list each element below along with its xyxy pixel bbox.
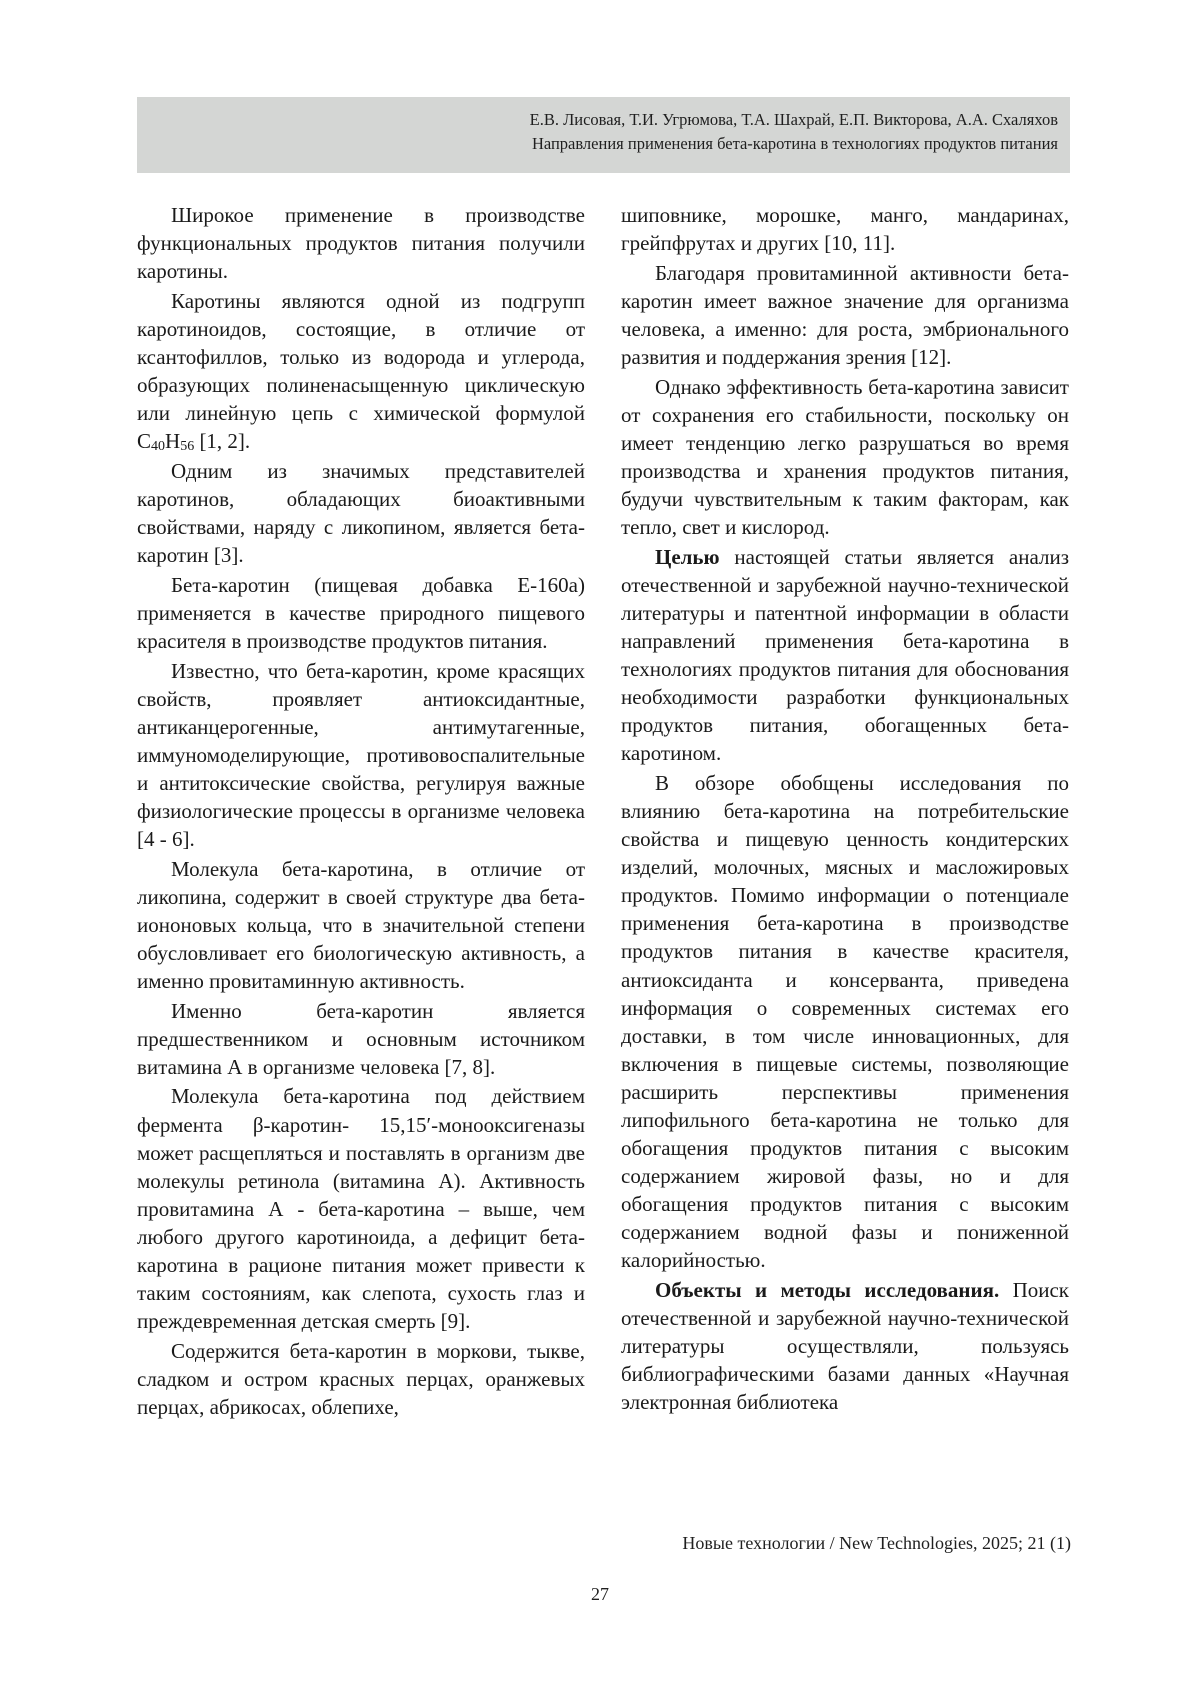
paragraph: Молекула бета-каротина под действием фермента β-каротин- 15,15′-монооксигеназы может расщепляться и поставлять в организм две молекулы ретинола (витамина А). Активность провитамина А - бета-каротина – выше, чем любого другого каротиноида, а дефицит бета-каротина в рационе питания может привести к таким состояниям, как слепота, сухость глаз и преждевременная детская смерть [9]. xyxy=(137,1084,585,1334)
paragraph: Однако эффективность бета-каротина зависит от сохранения его стабильности, поскольку он имеет тенденцию легко разрушаться во время производства и хранения продуктов питания, будучи чувствительным к таким факторам, как тепло, свет и кислород. xyxy=(621,374,1069,540)
header-article-title: Направления применения бета-каротина в технологиях продуктов питания xyxy=(531,134,1058,153)
subscript-carbon: 40 xyxy=(151,439,166,455)
left-text-column xyxy=(137,201,585,1423)
paragraph: Благодаря провитаминной активности бета-каротин имеет важное значение для организма человека, а именно: для роста, эмбрионального развития и поддержания зрения [12]. xyxy=(621,260,1069,369)
paragraph: Широкое применение в производстве функциональных продуктов питания получили каротины. xyxy=(137,203,585,284)
paragraph-methods xyxy=(621,1276,1069,1416)
section-heading-methods: Объекты и методы исследования. xyxy=(655,1278,1000,1303)
paragraph: Бета-каротин (пищевая добавка Е-160а) применяется в качестве природного пищевого красителя в производстве продуктов питания. xyxy=(137,572,585,653)
aim-label: Целью xyxy=(655,544,720,569)
paragraph: Известно, что бета-каротин, кроме красящих свойств, проявляет антиоксидантные, антиканцерогенные, антимутагенные, иммуномоделирующие, противовоспалительные и антитоксические свойства, регулируя важные физиологические процессы в организме человека [4 - 6]. xyxy=(137,658,585,852)
paragraph-aim xyxy=(621,543,1069,768)
citation: [1, 2]. xyxy=(194,429,251,454)
paragraph: В обзоре обобщены исследования по влиянию бета-каротина на потребительские свойства и пищевую ценность кондитерских изделий, молочных, мясных и масложировых продуктов. Помимо информации о потенциале применения бета-каротина в производстве продуктов питания в качестве красителя, антиоксиданта и консерванта, приведена информация о современных системах его доставки, в том числе инновационных, для включения в пищевые системы, позволяющие расширить перспективы применения липофильного бета-каротина не только для обогащения продуктов питания с высоким содержанием жировой фазы, но и для обогащения продуктов питания с высоким содержанием водной фазы и пониженной калорийностью. xyxy=(621,770,1069,1273)
paragraph-continuation: шиповнике, морошке, манго, мандаринах, грейпфрутах и других [10, 11]. xyxy=(621,203,1069,256)
subscript-hydrogen: 56 xyxy=(180,439,195,455)
header-authors: Е.В. Лисовая, Т.И. Угрюмова, Т.А. Шахрай, Е.П. Викторова, А.А. Схаляхов xyxy=(529,110,1058,129)
page-number: 27 xyxy=(591,1584,609,1604)
formula-hydrogen: H xyxy=(165,429,181,454)
right-text-column xyxy=(621,201,1069,1418)
paragraph-text: Каротины являются одной из подгрупп каротиноидов, состоящие, в отличие от ксантофиллов, только из водорода и углерода, образующих полиненасыщенную циклическую или линейную цепь с химической формулой C xyxy=(137,288,585,454)
paragraph-text: настоящей статьи является анализ отечественной и зарубежной научно-технической литературы и патентной информации в области направлений применения бета-каротина в технологиях продуктов питания для обоснования необходимости разработки функциональных продуктов питания, обогащенных бета-каротином. xyxy=(621,544,1069,766)
paragraph: Содержится бета-каротин в моркови, тыкве, сладком и остром красных перцах, оранжевых перцах, абрикосах, облепихе, xyxy=(137,1338,585,1419)
paragraph: Одним из значимых представителей каротинов, обладающих биоактивными свойствами, наряду с ликопином, является бета-каротин [3]. xyxy=(137,458,585,568)
paragraph-text: Поиск отечественной и зарубежной научно-технической литературы осуществляли, пользуясь библиографическими базами данных «Научная электронная библиотека xyxy=(621,1278,1069,1415)
journal-footer: Новые технологии / New Technologies, 2025; 21 (1) xyxy=(682,1533,1071,1553)
paragraph-formula xyxy=(137,287,585,456)
paragraph: Именно бета-каротин является предшественником и основным источником витамина А в организме человека [7, 8]. xyxy=(137,998,585,1079)
paragraph: Молекула бета-каротина, в отличие от ликопина, содержит в своей структуре два бета-иононовых кольца, что в значительной степени обусловливает его биологическую активность, а именно провитаминную активность. xyxy=(137,856,585,994)
running-header xyxy=(137,97,1070,173)
